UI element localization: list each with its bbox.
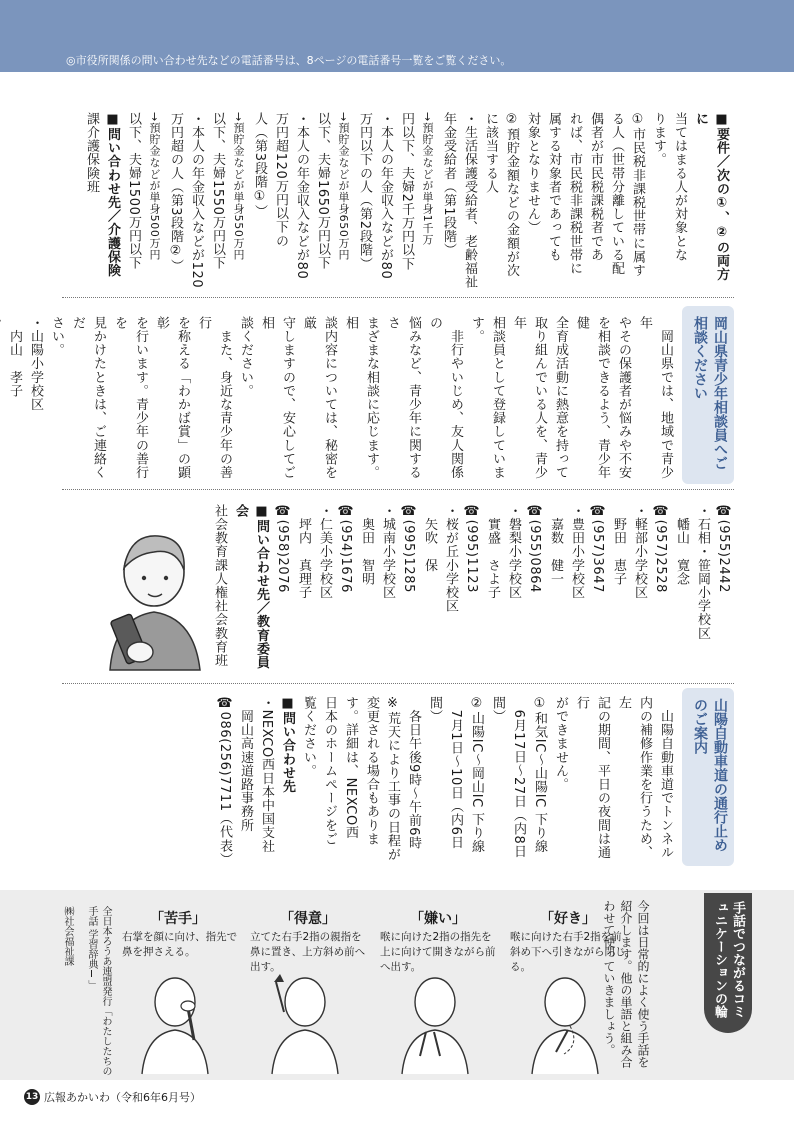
- contact-text-line: ☎(955)0864: [527, 504, 542, 594]
- sign-desc-suki: 喉に向けた右手2指を前斜め下へ引きながら閉じる。: [510, 931, 626, 973]
- road-text-line: 記の期間、平日の夜間は通行: [574, 696, 610, 860]
- youth-text-line: さい。: [49, 316, 64, 357]
- section-divider: [62, 683, 734, 684]
- youth-text-line: 岡山県では、地域で青少年: [637, 316, 673, 480]
- contact-text-line: ☎(957)2528: [653, 504, 668, 594]
- road-text-line: 変更される場合もありま: [364, 696, 379, 846]
- contact-text-line: 嘉数 健一: [548, 504, 563, 586]
- youth-text-line: [0, 316, 4, 482]
- youth-text-line: 取り組んでいる人を、青少年: [511, 316, 547, 480]
- road-text-line: 6月17日～27日（内8日間）: [490, 696, 526, 859]
- road-text-line: ※荒天により工事の日程が: [385, 696, 400, 862]
- welfare-text-line: 万円以下の人（第2段階）: [357, 112, 372, 271]
- welfare-text-line: ・生活保護受給者、老齢福祉: [462, 112, 477, 289]
- road-text-line: 岡山高速道路事務所: [238, 696, 253, 832]
- welfare-text-line: 以下、夫婦1650万円以下: [315, 112, 330, 270]
- welfare-text-line: 以下、夫婦1550万円以下: [210, 112, 225, 270]
- road-text-line: す。詳細は、NEXCO西: [343, 696, 358, 840]
- youth-text-line: 相談員として登録していま: [490, 316, 505, 480]
- road-text-line: ☎086(256)7711（代表）: [217, 696, 232, 867]
- welfare-requirements: [84, 112, 732, 294]
- section-divider: [62, 297, 734, 298]
- youth-counselor-body: [7, 316, 676, 482]
- contact-text-line: ☎(955)2442: [716, 504, 731, 594]
- sign-desc-nigate: 右掌を顔に向け、指先で鼻を押さえる。: [122, 931, 238, 958]
- welfare-text-line: →預貯金などが単身500万円: [148, 112, 161, 261]
- sign-kirai-illustration: [392, 968, 478, 1074]
- road-text-line: 日本のホームページをご: [322, 696, 337, 846]
- welfare-text-line: る人（世帯分離している配: [609, 112, 624, 276]
- road-text-line: 山陽自動車道でトンネル: [658, 696, 673, 860]
- road-text-line: 各日午後9時～午前6時: [406, 696, 421, 850]
- welfare-text-line: 円以下、夫婦2千万円以下: [399, 112, 414, 271]
- contact-text-line: ■問い合わせ先／教育委員会: [233, 504, 269, 670]
- welfare-text-line: →預貯金などが単身1千万: [421, 112, 434, 246]
- sign-desc-kirai: 喉に向けた2指の指先を上に向けて開きながら前へ出す。: [380, 931, 496, 973]
- road-text-line: 内の補修作業を行うため、左: [616, 696, 652, 860]
- page-number: 13: [24, 1089, 40, 1105]
- highway-closure-title: 山陽自動車道の通行止めのご案内: [682, 688, 734, 866]
- welfare-text-line: 年金受給者（第1段階）: [441, 112, 456, 257]
- contact-text-line: 幡山 寛念: [674, 504, 689, 586]
- contact-text-line: ☎(995)1123: [464, 504, 479, 594]
- publication-label: 広報あかいわ（令和6年6月号）: [44, 1091, 201, 1104]
- road-text-line: ができません。: [553, 696, 568, 792]
- welfare-text-line: ります。: [651, 112, 666, 167]
- welfare-text-line: ②預貯金額などの金額が次: [504, 112, 519, 278]
- contact-text-line: ・豊田小学校区: [569, 504, 584, 600]
- contact-text-line: 矢吹 保: [422, 504, 437, 572]
- youth-text-line: まざまな相談に応じます。相: [343, 316, 379, 480]
- youth-text-line: を相談できるよう、青少年健: [574, 316, 610, 480]
- sign-tokui-illustration: [262, 968, 348, 1074]
- welfare-text-line: ・本人の年金収入などが80: [378, 112, 393, 280]
- welfare-text-line: 当てはまる人が対象とな: [672, 112, 687, 262]
- welfare-text-line: 属する対象者であっても: [546, 112, 561, 262]
- youth-text-line: 全育成活動に熱意を持って: [553, 316, 568, 480]
- sign-language-title: 手話でつながるコミュニケーションの輪: [704, 893, 752, 1033]
- youth-text-line: す。: [469, 316, 484, 344]
- contact-text-line: 坪内 真理子: [296, 504, 311, 600]
- sign-word-kirai: 「嫌い」: [410, 911, 466, 927]
- sign-desc-tokui: 立てた右手2指の親指を鼻に置き、上方斜め前へ出す。: [250, 931, 366, 973]
- contact-text-line: 野田 恵子: [611, 504, 626, 586]
- road-text-line: ②山陽IC～岡山IC 下り線: [469, 696, 484, 854]
- welfare-text-line: ・本人の年金収入などが80: [294, 112, 309, 280]
- contact-text-line: 實盛 さよ子: [485, 504, 500, 600]
- counselor-contacts: [212, 504, 734, 674]
- contact-text-line: ☎(995)1285: [401, 504, 416, 594]
- welfare-text-line: ・本人の年金収入などが120: [189, 112, 204, 289]
- road-text-line: 7月1日～10日（内6日間）: [427, 696, 463, 850]
- sign-language-department: ㈱社会福祉課: [62, 906, 73, 966]
- youth-text-line: 非行やいじめ、友人関係の: [427, 316, 463, 480]
- youth-text-line: を称える「わかば賞」の顕彰: [154, 316, 190, 480]
- road-text-line: ■問い合わせ先: [280, 696, 295, 794]
- contact-text-line: ・軽部小学校区: [632, 504, 647, 600]
- welfare-text-line: →預貯金などが単身550万円: [232, 112, 245, 261]
- welfare-text-line: 偶者が市民税課税者であ: [588, 112, 603, 262]
- person-with-phone-illustration: [92, 520, 212, 670]
- road-text-line: 覧ください。: [301, 696, 316, 778]
- youth-text-line: また、身近な青少年の善行: [196, 316, 232, 480]
- youth-text-line: 守しますので、安心してご相: [259, 316, 295, 480]
- welfare-text-line: れば、市民税非課税世帯に: [567, 112, 582, 276]
- welfare-text-line: 万円超120万円以下の: [273, 112, 288, 248]
- welfare-text-line: 万円超の人（第3段階②）: [168, 112, 183, 273]
- contact-text-line: ☎(954)1676: [338, 504, 353, 594]
- welfare-text-line: ■要件／次の①、②の両方に: [693, 112, 729, 282]
- welfare-text-line: 対象となりません）: [525, 112, 540, 235]
- youth-text-line: やその保護者が悩みや不安: [616, 316, 631, 480]
- phone-reference-note: ◎市役所関係の問い合わせ先などの電話番号は、8ページの電話番号一覧をご覧ください。: [66, 54, 512, 67]
- contact-text-line: ☎(958)2076: [275, 504, 290, 594]
- sign-nigate-illustration: [132, 968, 218, 1074]
- contact-text-line: ☎(957)3647: [590, 504, 605, 594]
- welfare-text-line: 人（第3段階①）: [252, 112, 267, 219]
- contact-text-line: 社会教育課人権社会教育班: [212, 504, 227, 668]
- youth-text-line: 談ください。: [238, 316, 253, 398]
- contact-text-line: ・城南小学校区: [380, 504, 395, 600]
- youth-text-line: 見かけたときは、ご連絡くだ: [70, 316, 106, 480]
- welfare-text-line: ①市民税非課税世帯に属す: [630, 112, 645, 278]
- road-text-line: ・NEXCO西日本中国支社: [259, 696, 274, 854]
- welfare-text-line: 課介護保険班: [84, 112, 99, 194]
- section-divider: [62, 489, 734, 490]
- contact-text-line: ・石相・笹岡小学校区: [695, 504, 710, 640]
- youth-text-line: 内山 孝子: [7, 316, 22, 398]
- sign-language-intro: 今回は日常的によく使う手話を紹介します。他の単語と組み合わせて使っていきましょう。: [602, 900, 650, 1068]
- youth-text-line: ・山陽小学校区: [28, 316, 43, 412]
- welfare-text-line: ■問い合わせ先／介護保険: [105, 112, 120, 278]
- youth-text-line: 悩みなど、青少年に関するさ: [385, 316, 421, 480]
- sign-word-suki: 「好き」: [540, 911, 596, 927]
- contact-text-line: ・仁美小学校区: [317, 504, 332, 600]
- sign-word-tokui: 「得意」: [280, 911, 336, 927]
- sign-language-credit: 全日本ろうあ連盟発行「わたしたちの手話 学習辞典Ⅰ」: [86, 906, 111, 1076]
- youth-text-line: 談内容については、秘密を厳: [301, 316, 337, 480]
- youth-text-line: を行います。青少年の善行を: [112, 316, 148, 480]
- highway-closure-body: [217, 696, 676, 868]
- welfare-text-line: 以下、夫婦1500万円以下: [126, 112, 141, 270]
- welfare-text-line: に該当する人: [483, 112, 498, 194]
- contact-text-line: 奥田 智明: [359, 504, 374, 586]
- contact-text-line: ・磐梨小学校区: [506, 504, 521, 600]
- road-text-line: ①和気IC～山陽IC 下り線: [532, 696, 547, 854]
- sign-word-nigate: 「苦手」: [150, 911, 206, 927]
- welfare-text-line: →預貯金などが単身650万円: [337, 112, 350, 261]
- sign-suki-illustration: [522, 968, 608, 1074]
- contact-text-line: ・桜が丘小学校区: [443, 504, 458, 613]
- youth-counselor-title: 岡山県青少年相談員へご相談ください: [682, 306, 734, 484]
